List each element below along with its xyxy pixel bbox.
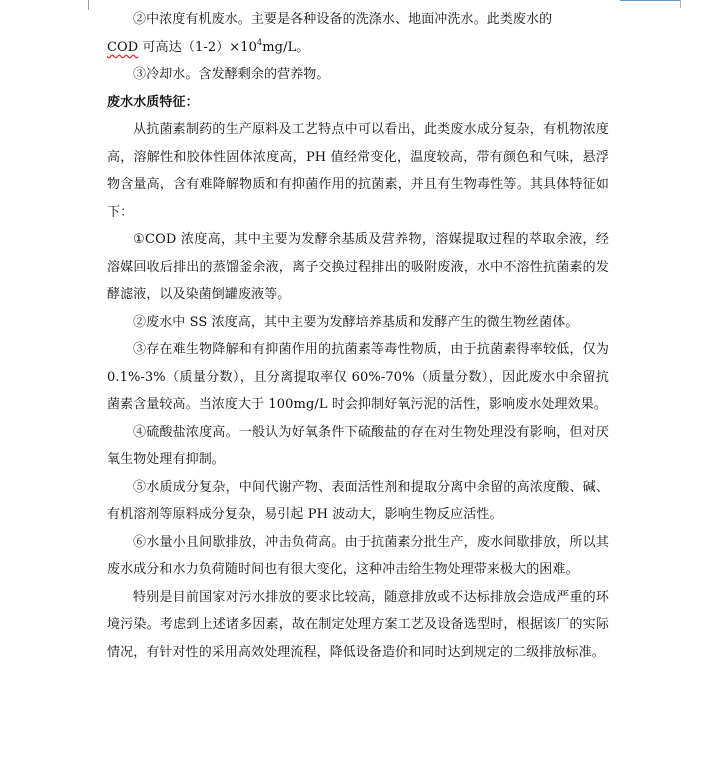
text-run: 可高达（1-2）×10 (138, 39, 258, 55)
paragraph-medium-concentration (107, 6, 609, 61)
page-margin-marker-left (88, 0, 89, 10)
paragraph-ss-high: ②废水中 SS 浓度高，其中主要为发酵培养基质和发酵产生的微生物丝菌体。 (133, 314, 579, 330)
text-run: ②中浓度有机废水。主要是各种设备的洗涤水、地面冲洗水。此类废水的 (133, 12, 553, 27)
paragraph-complex-composition: ⑤水质成分复杂，中间代谢产物、表面活性剂和提取分离中余留的高浓度酸、碱、有机溶剂等原料成分复杂，易引起 PH 波动大，影响生物反应活性。 (107, 479, 609, 522)
paragraph-sulfate: ④硫酸盐浓度高。一般认为好氧条件下硫酸盐的存在对生物处理没有影响，但对厌氧生物处理有抑制。 (107, 424, 609, 467)
spellcheck-word-cod[interactable]: COD (107, 39, 139, 55)
document-body[interactable] (107, 6, 609, 666)
paragraph-cooling-water: ③冷却水。含发酵剩余的营养物。 (133, 67, 330, 82)
page-margin-marker-right (680, 0, 681, 8)
paragraph-cod-high: ①COD 浓度高，其中主要为发酵余基质及营养物，溶媒提取过程的萃取余液，经溶媒回收后排出的蒸馏釜余液，离子交换过程排出的吸附废液，水中不溶性抗菌素的发酵滤液，以及染菌倒罐废液等。 (107, 232, 609, 302)
superscript-exponent: 4 (257, 37, 263, 47)
section-heading: 废水水质特征： (107, 94, 199, 110)
paragraph-toxic-substances: ③存在难生物降解和有抑菌作用的抗菌素等毒性物质，由于抗菌素得率较低，仅为 0.1%-3%（质量分数），且分离提取率仅 60%-70%（质量分数），因此废水中余留抗菌素含量较高。当浓度大于 100mg/L 时会抑制好氧污泥的活性，影响废水处理效果。 (107, 342, 609, 412)
paragraph-conclusion: 特别是目前国家对污水排放的要求比较高，随意排放或不达标排放会造成严重的环境污染。考虑到上述诸多因素，故在制定处理方案工艺及设备选型时，根据该厂的实际情况，有针对性的采用高效处理流程，降低设备造价和同时达到规定的二级排放标准。 (107, 589, 609, 660)
selection-edge (620, 0, 680, 1)
paragraph-characteristics-intro: 从抗菌素制药的生产原料及工艺特点中可以看出，此类废水成分复杂，有机物浓度高，溶解性和胶体性固体浓度高，PH 值经常变化，温度较高，带有颜色和气味，悬浮物含量高，含有难降解物质和有抑菌作用的抗菌素，并且有生物毒性等。其具体特征如下： (107, 122, 609, 220)
paragraph-intermittent-discharge: ⑥水量小且间歇排放，冲击负荷高。由于抗菌素分批生产，废水间歇排放，所以其废水成分和水力负荷随时间也有很大变化，这种冲击给生物处理带来极大的困难。 (107, 534, 609, 577)
text-run: mg/L。 (262, 39, 310, 55)
